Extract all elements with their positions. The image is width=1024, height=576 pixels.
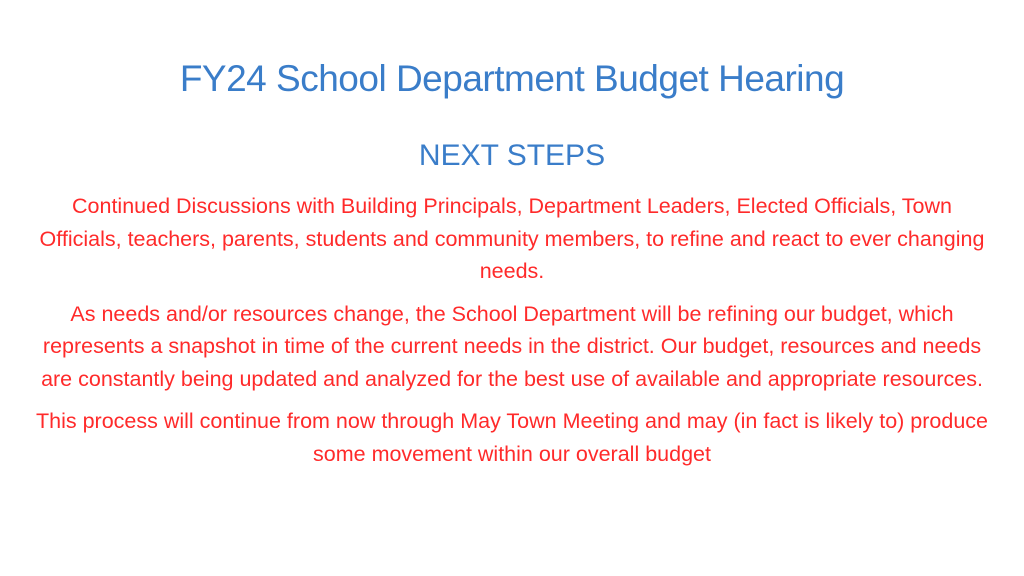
- paragraph-process: This process will continue from now through May Town Meeting and may (in fact is likely to) produce some movement within our overall budget: [36, 409, 988, 466]
- slide-subtitle: NEXT STEPS: [418, 139, 606, 172]
- paragraph-discussions: Continued Discussions with Building Principals, Department Leaders, Elected Officials, Town Officials, teachers, parents, students and community members, to refine and react to ever changing needs.: [39, 194, 985, 283]
- slide-title: FY24 School Department Budget Hearing: [179, 58, 845, 99]
- slide-body: [34, 190, 990, 480]
- paragraph-resources: As needs and/or resources change, the School Department will be refining our budget, which represents a snapshot in time of the current needs in the district. Our budget, resources and needs are constantly being updated and analyzed for the best use of available and appropriate resources.: [41, 301, 983, 391]
